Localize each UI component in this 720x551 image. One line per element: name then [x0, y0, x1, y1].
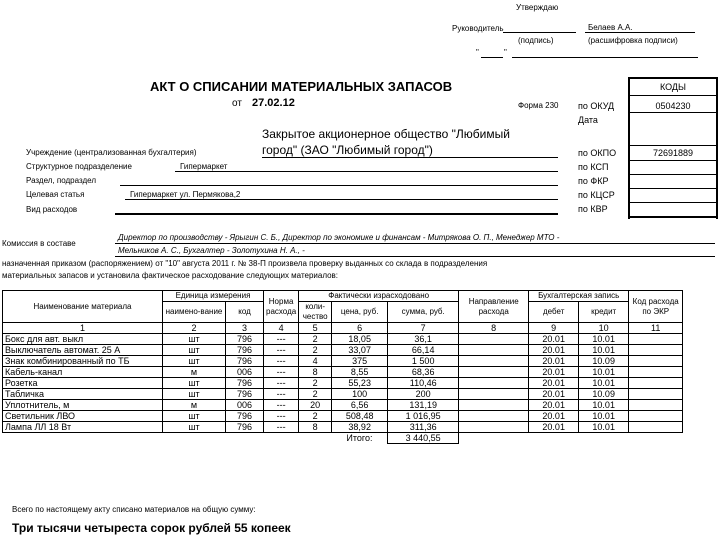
cell-price: 508,48 — [332, 411, 388, 422]
signature-caption: (подпись) — [518, 36, 554, 45]
cell-name: Уплотнитель, м — [3, 400, 163, 411]
cell-qty: 2 — [299, 411, 332, 422]
fkr-label: по ФКР — [578, 176, 609, 186]
col-number: 6 — [332, 323, 388, 334]
cell-dir — [459, 400, 529, 411]
cell-name: Выключатель автомат. 25 А — [3, 345, 163, 356]
cell-name: Розетка — [3, 378, 163, 389]
cell-name: Знак комбинированный по ТБ — [3, 356, 163, 367]
cell-ekr — [629, 400, 683, 411]
cell-ekr — [629, 367, 683, 378]
cell-debit: 20.01 — [529, 334, 579, 345]
header-norm: Норма расхода — [264, 291, 299, 323]
cell-debit: 20.01 — [529, 400, 579, 411]
cell-dir — [459, 345, 529, 356]
date-quote-open: " — [476, 48, 479, 57]
cell-qty: 20 — [299, 400, 332, 411]
cell-price: 55,23 — [332, 378, 388, 389]
date-code-label: Дата — [578, 115, 598, 125]
codes-box — [628, 77, 718, 219]
okpo-label: по ОКПО — [578, 148, 617, 158]
table-row — [3, 378, 683, 389]
header-unit: Единица измерения — [163, 291, 264, 302]
header-price: цена, руб. — [332, 302, 388, 323]
cell-unit: шт — [163, 356, 226, 367]
act-date: 27.02.12 — [252, 97, 295, 109]
cell-dir — [459, 411, 529, 422]
total-label: Итого: — [346, 433, 373, 444]
cell-ekr — [629, 378, 683, 389]
cell-ekr — [629, 389, 683, 400]
cell-sum: 66,14 — [388, 345, 459, 356]
cell-code: 796 — [226, 422, 264, 433]
ksp-label: по КСП — [578, 162, 609, 172]
section-label: Раздел, подраздел — [26, 176, 96, 185]
cell-sum: 1 500 — [388, 356, 459, 367]
cell-norm: --- — [264, 422, 299, 433]
cell-price: 38,92 — [332, 422, 388, 433]
cell-credit: 10.01 — [579, 422, 629, 433]
col-number: 5 — [299, 323, 332, 334]
cell-unit: шт — [163, 389, 226, 400]
cell-debit: 20.01 — [529, 389, 579, 400]
header-unit-name: наимено-вание — [163, 302, 226, 323]
approver-name: Белаев А.А. — [588, 23, 633, 32]
cell-debit: 20.01 — [529, 422, 579, 433]
header-unit-code: код — [226, 302, 264, 323]
cell-code: 796 — [226, 411, 264, 422]
order-line1: назначенная приказом (распоряжением) от "10" августа 2011 г. № 38-П произвела проверку выданных со склада в подразделения — [2, 259, 488, 268]
cell-code: 796 — [226, 345, 264, 356]
cell-sum: 36,1 — [388, 334, 459, 345]
cell-code: 796 — [226, 389, 264, 400]
cell-sum: 200 — [388, 389, 459, 400]
approval-label: Утверждаю — [516, 3, 559, 12]
table-row — [3, 356, 683, 367]
institution-name-line2: город" (ЗАО "Любимый город") — [262, 143, 433, 157]
form-label: Форма 230 — [518, 101, 559, 110]
name-caption: (расшифровка подписи) — [588, 36, 678, 45]
cell-unit: шт — [163, 345, 226, 356]
target-value: Гипермаркет ул. Пермякова,2 — [130, 190, 241, 199]
col-number: 9 — [529, 323, 579, 334]
institution-label: Учреждение (централизованная бухгалтерия) — [26, 148, 197, 157]
col-number: 7 — [388, 323, 459, 334]
cell-credit: 10.01 — [579, 345, 629, 356]
expense-type-label: Вид расходов — [26, 205, 78, 214]
cell-qty: 8 — [299, 367, 332, 378]
header-name: Наименование материала — [3, 291, 163, 323]
col-number: 10 — [579, 323, 629, 334]
cell-name: Светильник ЛВО — [3, 411, 163, 422]
col-number: 4 — [264, 323, 299, 334]
table-row — [3, 367, 683, 378]
cell-sum: 110,46 — [388, 378, 459, 389]
table-row — [3, 389, 683, 400]
cell-code: 796 — [226, 356, 264, 367]
cell-credit: 10.01 — [579, 400, 629, 411]
cell-price: 100 — [332, 389, 388, 400]
materials-table — [2, 290, 683, 444]
cell-code: 006 — [226, 367, 264, 378]
cell-name: Лампа ЛЛ 18 Вт — [3, 422, 163, 433]
cell-norm: --- — [264, 334, 299, 345]
cell-name: Кабель-канал — [3, 367, 163, 378]
cell-price: 18,05 — [332, 334, 388, 345]
table-row — [3, 411, 683, 422]
cell-norm: --- — [264, 389, 299, 400]
cell-norm: --- — [264, 345, 299, 356]
col-number: 3 — [226, 323, 264, 334]
cell-price: 6,56 — [332, 400, 388, 411]
okud-code: 0504230 — [655, 101, 691, 111]
footer-label: Всего по настоящему акту списано материалов на общую сумму: — [12, 505, 256, 514]
cell-norm: --- — [264, 411, 299, 422]
cell-debit: 20.01 — [529, 367, 579, 378]
cell-ekr — [629, 345, 683, 356]
cell-debit: 20.01 — [529, 345, 579, 356]
cell-unit: шт — [163, 334, 226, 345]
target-label: Целевая статья — [26, 190, 85, 199]
cell-dir — [459, 356, 529, 367]
cell-name: Бокс для авт. выкл — [3, 334, 163, 345]
cell-price: 375 — [332, 356, 388, 367]
cell-unit: м — [163, 400, 226, 411]
cell-credit: 10.01 — [579, 378, 629, 389]
header-credit: кредит — [579, 302, 629, 323]
cell-price: 8,55 — [332, 367, 388, 378]
cell-credit: 10.01 — [579, 411, 629, 422]
cell-norm: --- — [264, 356, 299, 367]
cell-dir — [459, 422, 529, 433]
cell-qty: 2 — [299, 378, 332, 389]
date-day-line — [481, 57, 503, 58]
cell-name: Табличка — [3, 389, 163, 400]
header-sum: сумма, руб. — [388, 302, 459, 323]
cell-credit: 10.01 — [579, 334, 629, 345]
codes-header: КОДЫ — [659, 82, 686, 92]
order-line2: материальных запасов и установила фактическое расходование следующих материалов: — [2, 271, 339, 280]
column-numbers-row — [3, 323, 683, 334]
okud-label: по ОКУД — [578, 101, 615, 111]
cell-qty: 8 — [299, 422, 332, 433]
cell-sum: 68,36 — [388, 367, 459, 378]
cell-credit: 10.09 — [579, 389, 629, 400]
name-line — [585, 32, 695, 33]
table-row — [3, 334, 683, 345]
division-value: Гипермаркет — [180, 162, 228, 171]
cell-ekr — [629, 356, 683, 367]
cell-debit: 20.01 — [529, 356, 579, 367]
footer-amount-words: Три тысячи четыреста сорок рублей 55 копеек — [12, 521, 291, 535]
table-row — [3, 400, 683, 411]
table-row — [3, 422, 683, 433]
cell-debit: 20.01 — [529, 378, 579, 389]
cell-dir — [459, 378, 529, 389]
cell-unit: шт — [163, 378, 226, 389]
header-fact: Фактически израсходовано — [299, 291, 459, 302]
cell-qty: 4 — [299, 356, 332, 367]
cell-unit: шт — [163, 422, 226, 433]
page-title: АКТ О СПИСАНИИ МАТЕРИАЛЬНЫХ ЗАПАСОВ — [150, 79, 453, 94]
cell-unit: шт — [163, 411, 226, 422]
header-acc: Бухгалтерская запись — [529, 291, 629, 302]
date-month-line — [512, 57, 698, 58]
cell-unit: м — [163, 367, 226, 378]
col-number: 11 — [629, 323, 683, 334]
cell-sum: 311,36 — [388, 422, 459, 433]
cell-price: 33,07 — [332, 345, 388, 356]
division-label: Структурное подразделение — [26, 162, 132, 171]
okpo-code: 72691889 — [652, 148, 694, 158]
cell-credit: 10.09 — [579, 356, 629, 367]
cell-debit: 20.01 — [529, 411, 579, 422]
commission-line2: Мельников А. С., Бухгалтер - Золотухина Н. А., - — [118, 246, 305, 255]
header-qty: коли-чество — [299, 302, 332, 323]
total-value: 3 440,55 — [388, 433, 459, 444]
col-number: 2 — [163, 323, 226, 334]
cell-qty: 2 — [299, 334, 332, 345]
cell-code: 006 — [226, 400, 264, 411]
date-quote-close: " — [504, 48, 507, 57]
commission-line1: Директор по производству - Ярыгин С. Б., Директор по экономике и финансам - Митрякова О. П., Менеджер МТО - — [118, 233, 560, 242]
col-number: 1 — [3, 323, 163, 334]
cell-norm: --- — [264, 378, 299, 389]
cell-sum: 1 016,95 — [388, 411, 459, 422]
kvr-label: по КВР — [578, 204, 608, 214]
cell-ekr — [629, 422, 683, 433]
header-direction: Направление расхода — [459, 291, 529, 323]
cell-ekr — [629, 334, 683, 345]
cell-code: 796 — [226, 334, 264, 345]
cell-dir — [459, 389, 529, 400]
cell-norm: --- — [264, 367, 299, 378]
col-number: 8 — [459, 323, 529, 334]
cell-credit: 10.01 — [579, 367, 629, 378]
cell-code: 796 — [226, 378, 264, 389]
total-row — [3, 433, 683, 444]
cell-ekr — [629, 411, 683, 422]
cell-qty: 2 — [299, 345, 332, 356]
cell-qty: 2 — [299, 389, 332, 400]
cell-norm: --- — [264, 400, 299, 411]
cell-dir — [459, 367, 529, 378]
header-debit: дебет — [529, 302, 579, 323]
cell-dir — [459, 334, 529, 345]
signature-line — [503, 32, 576, 33]
institution-name-line1: Закрытое акционерное общество "Любимый — [262, 127, 510, 141]
date-prefix: от — [232, 98, 242, 109]
approver-position: Руководитель — [452, 24, 504, 33]
commission-label: Комиссия в составе — [2, 239, 76, 248]
kcsr-label: по КЦСР — [578, 190, 615, 200]
cell-sum: 131,19 — [388, 400, 459, 411]
header-ekr: Код расхода по ЭКР — [629, 291, 683, 323]
table-row — [3, 345, 683, 356]
